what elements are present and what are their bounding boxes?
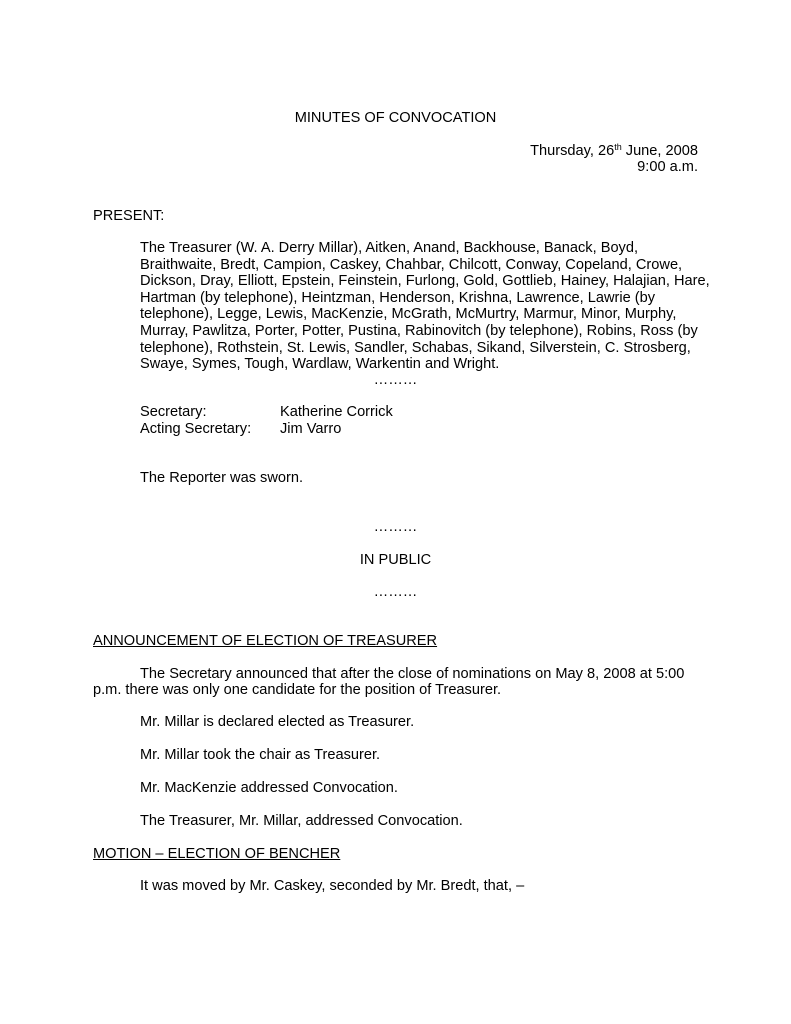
secretary-name: Katherine Corrick [280, 404, 393, 420]
motion-paragraph: It was moved by Mr. Caskey, seconded by Mr. Bredt, that, – [140, 878, 525, 894]
document-title: MINUTES OF CONVOCATION [294, 110, 497, 126]
date-rest: June, 2008 [621, 143, 698, 159]
minute-item: Mr. Millar is declared elected as Treasurer. [140, 714, 415, 730]
secretary-label: Secretary: [140, 404, 207, 420]
reporter-note: The Reporter was sworn. [140, 470, 304, 486]
separator: ……… [373, 584, 418, 600]
separator: ……… [373, 519, 418, 535]
present-line: Murray, Pawlitza, Porter, Potter, Pustina, Rabinovitch (by telephone), Robins, Ross (by [140, 322, 698, 339]
present-line: Hartman (by telephone), Heintzman, Henderson, Krishna, Lawrence, Lawrie (by [140, 289, 656, 306]
present-line: Dickson, Dray, Elliott, Epstein, Feinstein, Furlong, Gold, Gottlieb, Hainey, Halajian, Hare, [140, 273, 710, 290]
acting-secretary-label: Acting Secretary: [140, 421, 252, 437]
in-public-heading: IN PUBLIC [359, 552, 432, 568]
minute-item: Mr. MacKenzie addressed Convocation. [140, 780, 398, 796]
date-weekday: Thursday, 26 [530, 143, 615, 159]
section-heading-election-of-bencher: MOTION – ELECTION OF BENCHER [93, 846, 341, 862]
present-line: telephone), Legge, Lewis, MacKenzie, McGrath, McMurtry, Marmur, Minor, Murphy, [140, 306, 677, 323]
present-list [140, 240, 710, 373]
present-line: telephone), Rothstein, St. Lewis, Sandler, Schabas, Sikand, Silverstein, C. Strosberg, [140, 339, 691, 356]
paragraph-line: p.m. there was only one candidate for the position of Treasurer. [93, 682, 502, 698]
present-line: The Treasurer (W. A. Derry Millar), Aitken, Anand, Backhouse, Banack, Boyd, [140, 240, 639, 256]
present-line: Swaye, Symes, Tough, Wardlaw, Warkentin and Wright. [140, 356, 500, 373]
acting-secretary-name: Jim Varro [280, 421, 342, 437]
minute-item: The Treasurer, Mr. Millar, addressed Convocation. [140, 813, 463, 829]
present-label: PRESENT: [93, 208, 165, 224]
separator: ……… [373, 372, 418, 388]
meeting-date [530, 143, 698, 160]
date-ordinal: th [614, 142, 622, 152]
minute-item: Mr. Millar took the chair as Treasurer. [140, 747, 381, 763]
section-heading-election-of-treasurer: ANNOUNCEMENT OF ELECTION OF TREASURER [93, 633, 438, 649]
paragraph-line: The Secretary announced that after the close of nominations on May 8, 2008 at 5:00 [140, 666, 685, 682]
present-line: Braithwaite, Bredt, Campion, Caskey, Chahbar, Chilcott, Conway, Copeland, Crowe, [140, 256, 683, 273]
meeting-time: 9:00 a.m. [637, 159, 698, 175]
